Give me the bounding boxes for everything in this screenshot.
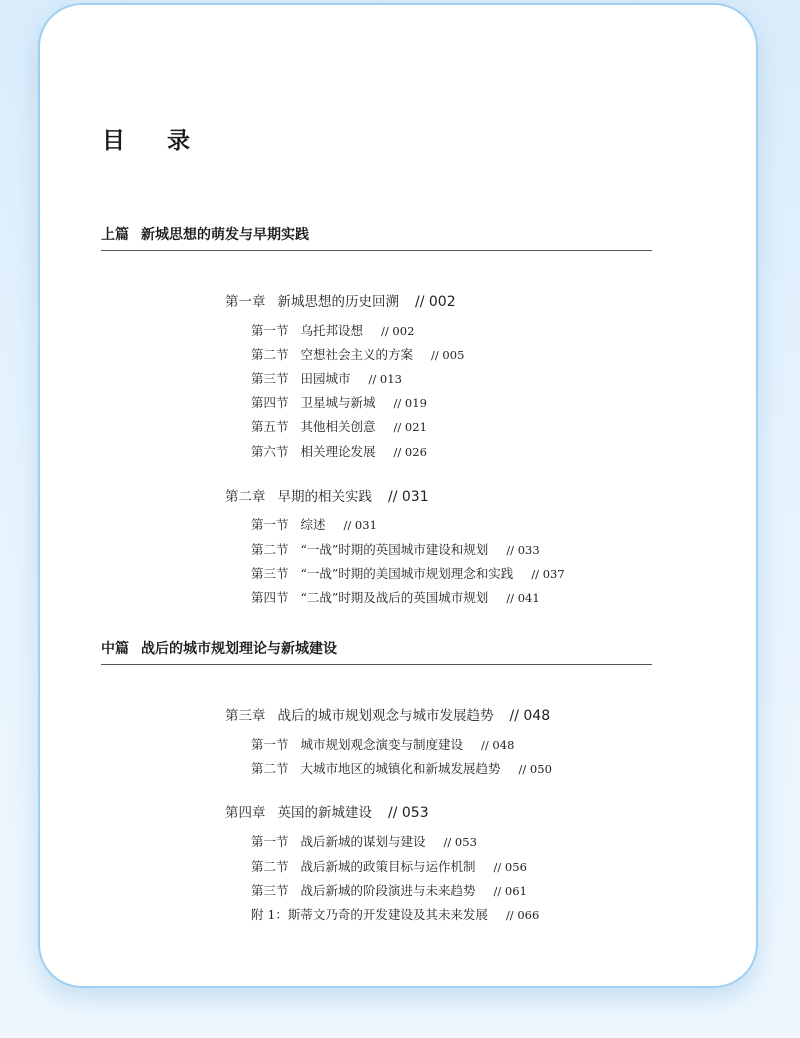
chapter-entry[interactable] (225, 290, 456, 310)
section-label: 第四节 (251, 590, 289, 605)
section-entry[interactable] (251, 345, 464, 363)
part-heading (101, 224, 652, 251)
page-number: // 002 (415, 294, 456, 310)
section-title: “一战”时期的美国城市规划理念和实践 (300, 566, 514, 581)
page-number: // 005 (431, 348, 465, 362)
page-number: // 013 (368, 372, 402, 386)
part-heading (101, 638, 652, 665)
section-title: 田园城市 (300, 371, 351, 386)
part-label: 中篇 (101, 641, 129, 657)
page-number: // 041 (506, 591, 540, 605)
section-label: 第二节 (251, 761, 289, 776)
section-label: 第五节 (251, 419, 289, 434)
chapter-title: 战后的城市规划观念与城市发展趋势 (277, 708, 494, 724)
page-number: // 033 (506, 543, 540, 557)
part-title: 战后的城市规划理论与新城建设 (141, 641, 337, 657)
section-entry[interactable] (251, 588, 540, 606)
section-label: 第四节 (251, 395, 289, 410)
appendix-entry[interactable] (251, 905, 539, 923)
page-number: // 021 (393, 420, 427, 434)
section-title: 相关理论发展 (300, 444, 376, 459)
page-number: // 050 (518, 762, 552, 776)
section-title: 乌托邦设想 (300, 323, 364, 338)
chapter-label: 第二章 (225, 489, 266, 505)
toc-heading: 目 录 (102, 128, 208, 154)
section-label: 第二节 (251, 347, 289, 362)
section-label: 第六节 (251, 444, 289, 459)
page-number: // 031 (388, 489, 429, 505)
section-entry[interactable] (251, 369, 402, 387)
page-number: // 048 (481, 738, 515, 752)
section-entry[interactable] (251, 321, 414, 339)
section-label: 第三节 (251, 566, 289, 581)
section-title: 战后新城的政策目标与运作机制 (300, 859, 476, 874)
page-number: // 061 (493, 884, 527, 898)
section-entry[interactable] (251, 735, 514, 753)
page-number: // 048 (509, 708, 551, 724)
chapter-entry[interactable] (225, 801, 429, 821)
chapter-label: 第一章 (225, 294, 266, 310)
chapter-label: 第三章 (225, 708, 266, 724)
section-entry[interactable] (251, 832, 477, 850)
page-number: // 019 (393, 396, 427, 410)
chapter-label: 第四章 (225, 805, 266, 821)
section-entry[interactable] (251, 393, 427, 411)
chapter-entry[interactable] (225, 485, 429, 505)
appendix-title: 附 1：斯蒂文乃奇的开发建设及其未来发展 (251, 907, 488, 922)
section-label: 第二节 (251, 542, 289, 557)
section-title: 卫星城与新城 (300, 395, 376, 410)
page-number: // 056 (493, 860, 527, 874)
section-label: 第一节 (251, 323, 289, 338)
section-entry[interactable] (251, 442, 427, 460)
page-number: // 031 (343, 518, 377, 532)
chapter-title: 英国的新城建设 (277, 805, 372, 821)
section-title: 空想社会主义的方案 (300, 347, 414, 362)
section-label: 第二节 (251, 859, 289, 874)
page-number: // 053 (388, 805, 429, 821)
section-label: 第一节 (251, 517, 289, 532)
chapter-entry[interactable] (225, 704, 550, 724)
section-entry[interactable] (251, 417, 427, 435)
section-entry[interactable] (251, 857, 527, 875)
part-label: 上篇 (101, 227, 129, 243)
section-entry[interactable] (251, 515, 377, 533)
chapter-title: 新城思想的历史回溯 (277, 294, 399, 310)
section-title: 战后新城的谋划与建设 (300, 834, 426, 849)
section-entry[interactable] (251, 759, 552, 777)
section-label: 第三节 (251, 883, 289, 898)
part-title: 新城思想的萌发与早期实践 (141, 227, 309, 243)
page-number: // 053 (443, 835, 477, 849)
page-number: // 066 (505, 908, 540, 922)
section-entry[interactable] (251, 564, 565, 582)
section-title: “一战”时期的英国城市建设和规划 (300, 542, 489, 557)
section-label: 第一节 (251, 834, 289, 849)
page-number: // 037 (531, 567, 565, 581)
section-title: 大城市地区的城镇化和新城发展趋势 (300, 761, 501, 776)
section-label: 第一节 (251, 737, 289, 752)
page-number: // 002 (381, 324, 415, 338)
section-entry[interactable] (251, 540, 540, 558)
section-title: 其他相关创意 (300, 419, 376, 434)
section-label: 第三节 (251, 371, 289, 386)
page-number: // 026 (393, 445, 427, 459)
chapter-title: 早期的相关实践 (277, 489, 372, 505)
section-entry[interactable] (251, 881, 527, 899)
section-title: 战后新城的阶段演进与未来趋势 (300, 883, 476, 898)
section-title: “二战”时期及战后的英国城市规划 (300, 590, 489, 605)
section-title: 城市规划观念演变与制度建设 (300, 737, 464, 752)
section-title: 综述 (300, 517, 326, 532)
